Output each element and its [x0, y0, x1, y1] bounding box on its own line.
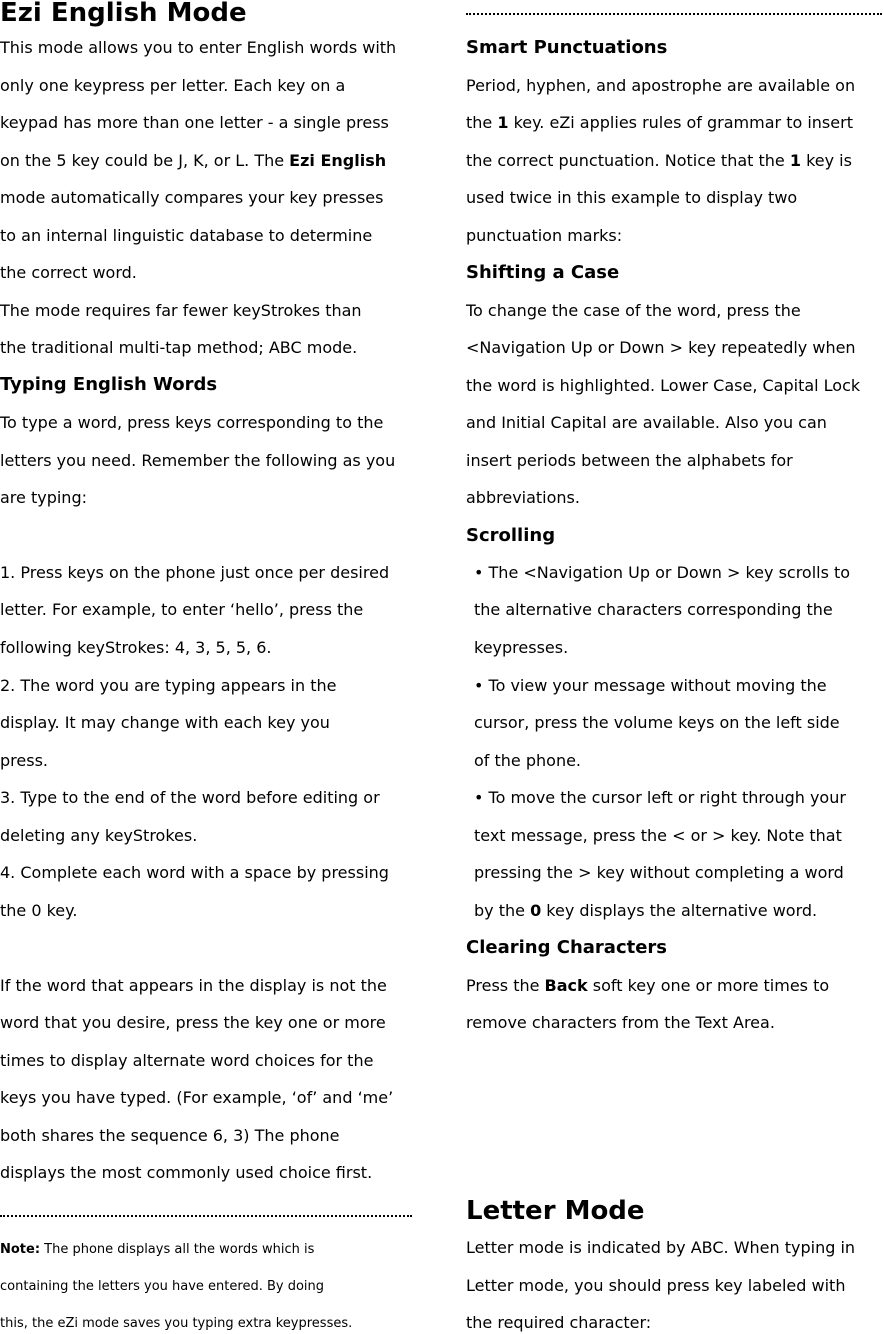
step-line: following keyStrokes: 4, 3, 5, 5, 6.	[0, 638, 272, 657]
intro-line: This mode allows you to enter English words with	[0, 38, 397, 57]
alt-line: word that you desire, press the key one or more	[0, 1013, 386, 1032]
scroll-line: of the phone.	[474, 751, 582, 770]
intro-line: to an internal linguistic database to determine	[0, 226, 373, 245]
step-line: display. It may change with each key you	[0, 713, 330, 732]
shift-line: To change the case of the word, press the	[466, 301, 801, 320]
smart-line: punctuation marks:	[466, 226, 623, 245]
smart-line: the correct punctuation. Notice that the 1 key is	[466, 151, 852, 170]
clear-line: Press the Back soft key one or more times to	[466, 976, 830, 995]
dotted-divider	[466, 13, 882, 15]
smart-line: used twice in this example to display two	[466, 188, 798, 207]
clear-line: remove characters from the Text Area.	[466, 1013, 775, 1032]
step-line: 1. Press keys on the phone just once per desired	[0, 563, 390, 582]
smart-line: the 1 key. eZi applies rules of grammar to insert	[466, 113, 853, 132]
letter-line: the required character:	[466, 1313, 652, 1332]
alt-line: keys you have typed. (For example, ‘of’ and ‘me’	[0, 1088, 394, 1107]
shift-line: the word is highlighted. Lower Case, Capital Lock	[466, 376, 861, 395]
scroll-line: pressing the > key without completing a word	[474, 863, 844, 882]
scroll-line: • The <Navigation Up or Down > key scrolls to	[474, 563, 851, 582]
shift-line: and Initial Capital are available. Also you can	[466, 413, 827, 432]
letter-mode-heading: Letter Mode	[466, 1196, 645, 1226]
typing-line: letters you need. Remember the following as you	[0, 451, 396, 470]
step-line: 2. The word you are typing appears in the	[0, 676, 337, 695]
shifting-case-heading: Shifting a Case	[466, 262, 620, 283]
clearing-characters-heading: Clearing Characters	[466, 937, 668, 958]
note-line: Note: The phone displays all the words which is	[0, 1242, 315, 1257]
intro-line: the correct word.	[0, 263, 137, 282]
intro-line: only one keypress per letter. Each key on a	[0, 76, 346, 95]
alt-line: displays the most commonly used choice first.	[0, 1163, 373, 1182]
scroll-line: keypresses.	[474, 638, 569, 657]
intro-line: The mode requires far fewer keyStrokes than	[0, 301, 362, 320]
shift-line: abbreviations.	[466, 488, 580, 507]
typing-line: To type a word, press keys corresponding to the	[0, 413, 384, 432]
step-line: press.	[0, 751, 48, 770]
typing-heading: Typing English Words	[0, 374, 218, 395]
scroll-line: the alternative characters corresponding the	[474, 600, 833, 619]
note-line: this, the eZi mode saves you typing extra keypresses.	[0, 1316, 353, 1331]
step-line: the 0 key.	[0, 901, 78, 920]
shift-line: <Navigation Up or Down > key repeatedly when	[466, 338, 856, 357]
intro-line: keypad has more than one letter - a single press	[0, 113, 389, 132]
dotted-divider	[0, 1215, 412, 1217]
note-line: containing the letters you have entered. By doing	[0, 1279, 325, 1294]
intro-line: on the 5 key could be J, K, or L. The Ezi English	[0, 151, 387, 170]
step-line: letter. For example, to enter ‘hello’, press the	[0, 600, 364, 619]
intro-line: mode automatically compares your key presses	[0, 188, 384, 207]
alt-line: times to display alternate word choices for the	[0, 1051, 374, 1070]
scroll-line: text message, press the < or > key. Note that	[474, 826, 842, 845]
scrolling-heading: Scrolling	[466, 525, 556, 546]
letter-line: Letter mode, you should press key labeled with	[466, 1276, 846, 1295]
alt-line: If the word that appears in the display is not the	[0, 976, 387, 995]
intro-line: the traditional multi-tap method; ABC mode.	[0, 338, 358, 357]
scroll-line: • To move the cursor left or right through your	[474, 788, 846, 807]
step-line: 4. Complete each word with a space by pressing	[0, 863, 389, 882]
step-line: deleting any keyStrokes.	[0, 826, 198, 845]
alt-line: both shares the sequence 6, 3) The phone	[0, 1126, 340, 1145]
smart-punctuations-heading: Smart Punctuations	[466, 37, 668, 58]
shift-line: insert periods between the alphabets for	[466, 451, 793, 470]
letter-line: Letter mode is indicated by ABC. When typing in	[466, 1238, 856, 1257]
smart-line: Period, hyphen, and apostrophe are available on	[466, 76, 856, 95]
scroll-line: by the 0 key displays the alternative word.	[474, 901, 818, 920]
step-line: 3. Type to the end of the word before editing or	[0, 788, 380, 807]
page-title: Ezi English Mode	[0, 0, 247, 28]
scroll-line: cursor, press the volume keys on the left side	[474, 713, 840, 732]
scroll-line: • To view your message without moving the	[474, 676, 827, 695]
typing-line: are typing:	[0, 488, 87, 507]
